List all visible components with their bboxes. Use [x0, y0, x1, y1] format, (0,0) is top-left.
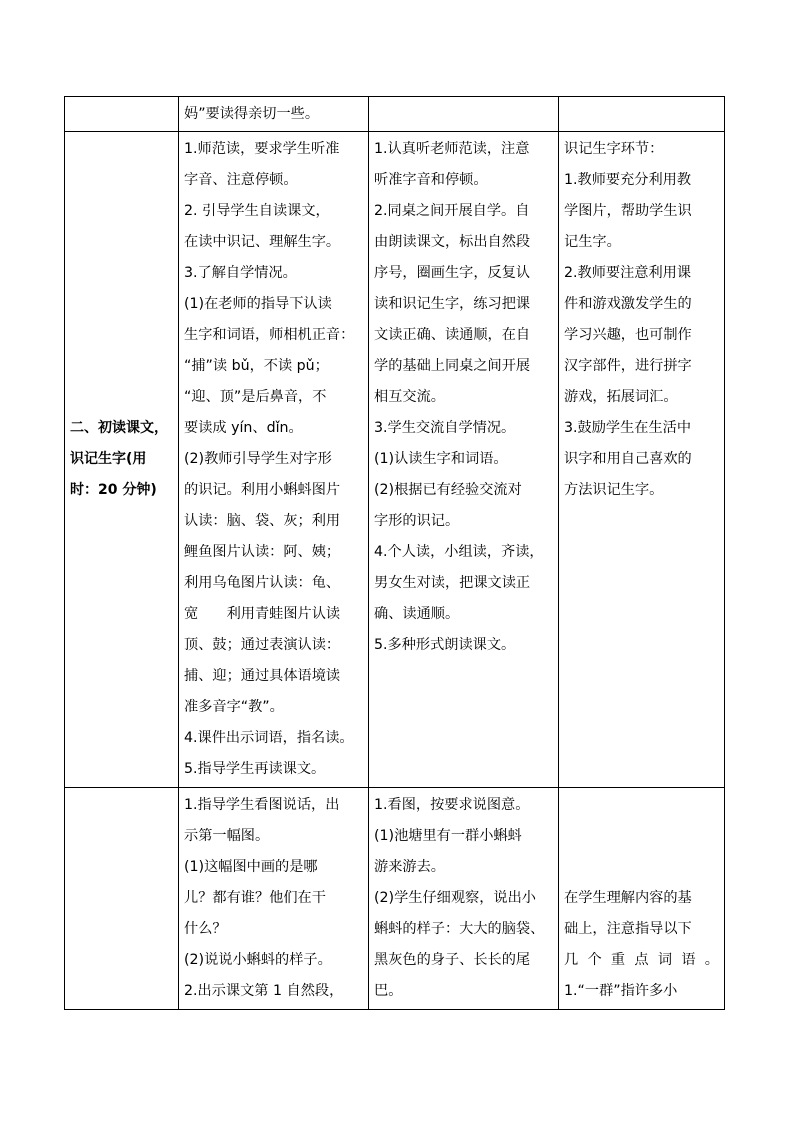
cell-text-line: 鲤鱼图片认读：阿、姨； — [184, 544, 341, 560]
table-row — [65, 97, 725, 132]
design-note-cell — [559, 132, 725, 788]
cell-text-line: 利用乌龟图片认读：龟、 — [184, 575, 341, 591]
cell-text-line: (1)池塘里有一群小蝌蚪 — [374, 828, 522, 844]
cell-text-line: 1.指导学生看图说话，出 — [184, 797, 340, 813]
cell-text-line: (2)根据已有经验交流对 — [374, 482, 522, 498]
cell-text-line: 序号，圈画生字，反复认 — [374, 265, 531, 281]
cell-text-line: 识字和用自己喜欢的 — [564, 451, 692, 467]
cell-text-line: 什么？ — [184, 921, 227, 937]
cell-text-line: 准多音字“教”。 — [184, 699, 284, 715]
cell-text-line: 读和识记生字，练习把课 — [374, 296, 531, 312]
cell-text-line: 1.“一群”指许多小 — [564, 983, 678, 999]
cell-text-line: 相互交流。 — [374, 389, 445, 405]
cell-text-line: 2.出示课文第 1 自然段， — [184, 983, 344, 999]
cell-text-line: 妈”要读得亲切一些。 — [184, 106, 320, 122]
cell-text-line: 确、读通顺。 — [374, 606, 460, 622]
cell-text-line: (1)认读生字和词语。 — [374, 451, 508, 467]
cell-text-line: 方法识记生字。 — [564, 482, 664, 498]
cell-text-line: (2)教师引导学生对字形 — [184, 451, 332, 467]
cell-text-line: 1.教师要充分利用教 — [564, 172, 692, 188]
student-activity-cell — [369, 132, 559, 788]
cell-text-line: 础上，注意指导以下 — [564, 921, 692, 937]
cell-text-line: 在读中识记、理解生字。 — [184, 234, 341, 250]
cell-text-line: 巴。 — [374, 983, 403, 999]
cell-text-line: 识记生字环节： — [564, 141, 664, 157]
cell-text-line: 在学生理解内容的基 — [564, 890, 692, 906]
table-row — [65, 788, 725, 1010]
cell-text-line: 4.课件出示词语，指名读。 — [184, 730, 354, 746]
cell-text-line: 男女生对读，把课文读正 — [374, 575, 531, 591]
cell-text-line: 记生字。 — [564, 234, 621, 250]
stage-cell — [65, 132, 179, 788]
cell-text-line: 汉字部件，进行拼字 — [564, 358, 692, 374]
cell-text-line: 2.教师要注意利用课 — [564, 265, 692, 281]
cell-text-line: 捕、迎；通过具体语境读 — [184, 668, 341, 684]
stage-cell — [65, 97, 179, 132]
cell-text-line: (1)在老师的指导下认读 — [184, 296, 332, 312]
cell-text-line: 二、初读课文， — [70, 420, 168, 436]
cell-text-line: 1.认真听老师范读，注意 — [374, 141, 530, 157]
cell-text-line: 蝌蚪的样子：大大的脑袋、 — [374, 921, 545, 937]
cell-text-line: 听准字音和停顿。 — [374, 172, 488, 188]
cell-text-line: “迎、顶”是后鼻音，不 — [184, 389, 327, 405]
cell-text-line: 3.了解自学情况。 — [184, 265, 297, 281]
cell-text-line: 2.同桌之间开展自学。自 — [374, 203, 530, 219]
design-note-cell — [559, 788, 725, 1010]
cell-text-line: 游来游去。 — [374, 859, 445, 875]
design-note-cell — [559, 97, 725, 132]
cell-text-line: 5.多种形式朗读课文。 — [374, 637, 516, 653]
table-row — [65, 132, 725, 788]
cell-text-line: 宽 利用青蛙图片认读 — [184, 606, 341, 622]
cell-text-line: 顶、鼓；通过表演认读： — [184, 637, 341, 653]
cell-text-line: 示第一幅图。 — [184, 828, 270, 844]
cell-text-line: 3.学生交流自学情况。 — [374, 420, 516, 436]
teacher-activity-cell — [179, 132, 369, 788]
lesson-plan-table — [64, 96, 725, 1010]
cell-text-line: 的识记。利用小蝌蚪图片 — [184, 482, 341, 498]
teacher-activity-cell — [179, 788, 369, 1010]
cell-text-line: 件和游戏激发学生的 — [564, 296, 692, 312]
cell-text-line: 儿？都有谁？他们在干 — [184, 890, 326, 906]
stage-cell — [65, 788, 179, 1010]
cell-text-line: 学图片，帮助学生识 — [564, 203, 692, 219]
cell-text-line: 字音、注意停顿。 — [184, 172, 298, 188]
cell-text-line: 2. 引导学生自读课文， — [184, 203, 330, 219]
cell-text-line: 由朗读课文，标出自然段 — [374, 234, 531, 250]
cell-text-line: 时：20 分钟) — [70, 482, 157, 498]
cell-text-line: 1.看图，按要求说图意。 — [374, 797, 530, 813]
cell-text-line: 识记生字(用 — [70, 451, 147, 467]
cell-text-line: 几 个 重 点 词 语 。 — [564, 952, 719, 968]
cell-text-line: 1.师范读，要求学生听准 — [184, 141, 340, 157]
cell-text-line: 游戏，拓展词汇。 — [564, 389, 678, 405]
cell-text-line: (2)学生仔细观察，说出小 — [374, 890, 536, 906]
cell-text-line: 认读：脑、袋、灰；利用 — [184, 513, 341, 529]
cell-text-line: 黑灰色的身子、长长的尾 — [374, 952, 531, 968]
cell-text-line: 学的基础上同桌之间开展 — [374, 358, 531, 374]
student-activity-cell — [369, 788, 559, 1010]
teacher-activity-cell — [179, 97, 369, 132]
student-activity-cell — [369, 97, 559, 132]
cell-text-line: 文读正确、读通顺，在自 — [374, 327, 531, 343]
cell-text-line: 4.个人读，小组读，齐读， — [374, 544, 544, 560]
cell-text-line: 5.指导学生再读课文。 — [184, 761, 326, 777]
cell-text-line: 3.鼓励学生在生活中 — [564, 420, 692, 436]
cell-text-line: 字形的识记。 — [374, 513, 460, 529]
cell-text-line: 要读成 yín、dǐn。 — [184, 420, 303, 436]
cell-text-line: 生字和词语，师相机正音： — [184, 327, 355, 343]
cell-text-line: “捕”读 bǔ，不读 pǔ； — [184, 358, 329, 374]
cell-text-line: (2)说说小蝌蚪的样子。 — [184, 952, 332, 968]
cell-text-line: 学习兴趣，也可制作 — [564, 327, 692, 343]
cell-text-line: (1)这幅图中画的是哪 — [184, 859, 318, 875]
